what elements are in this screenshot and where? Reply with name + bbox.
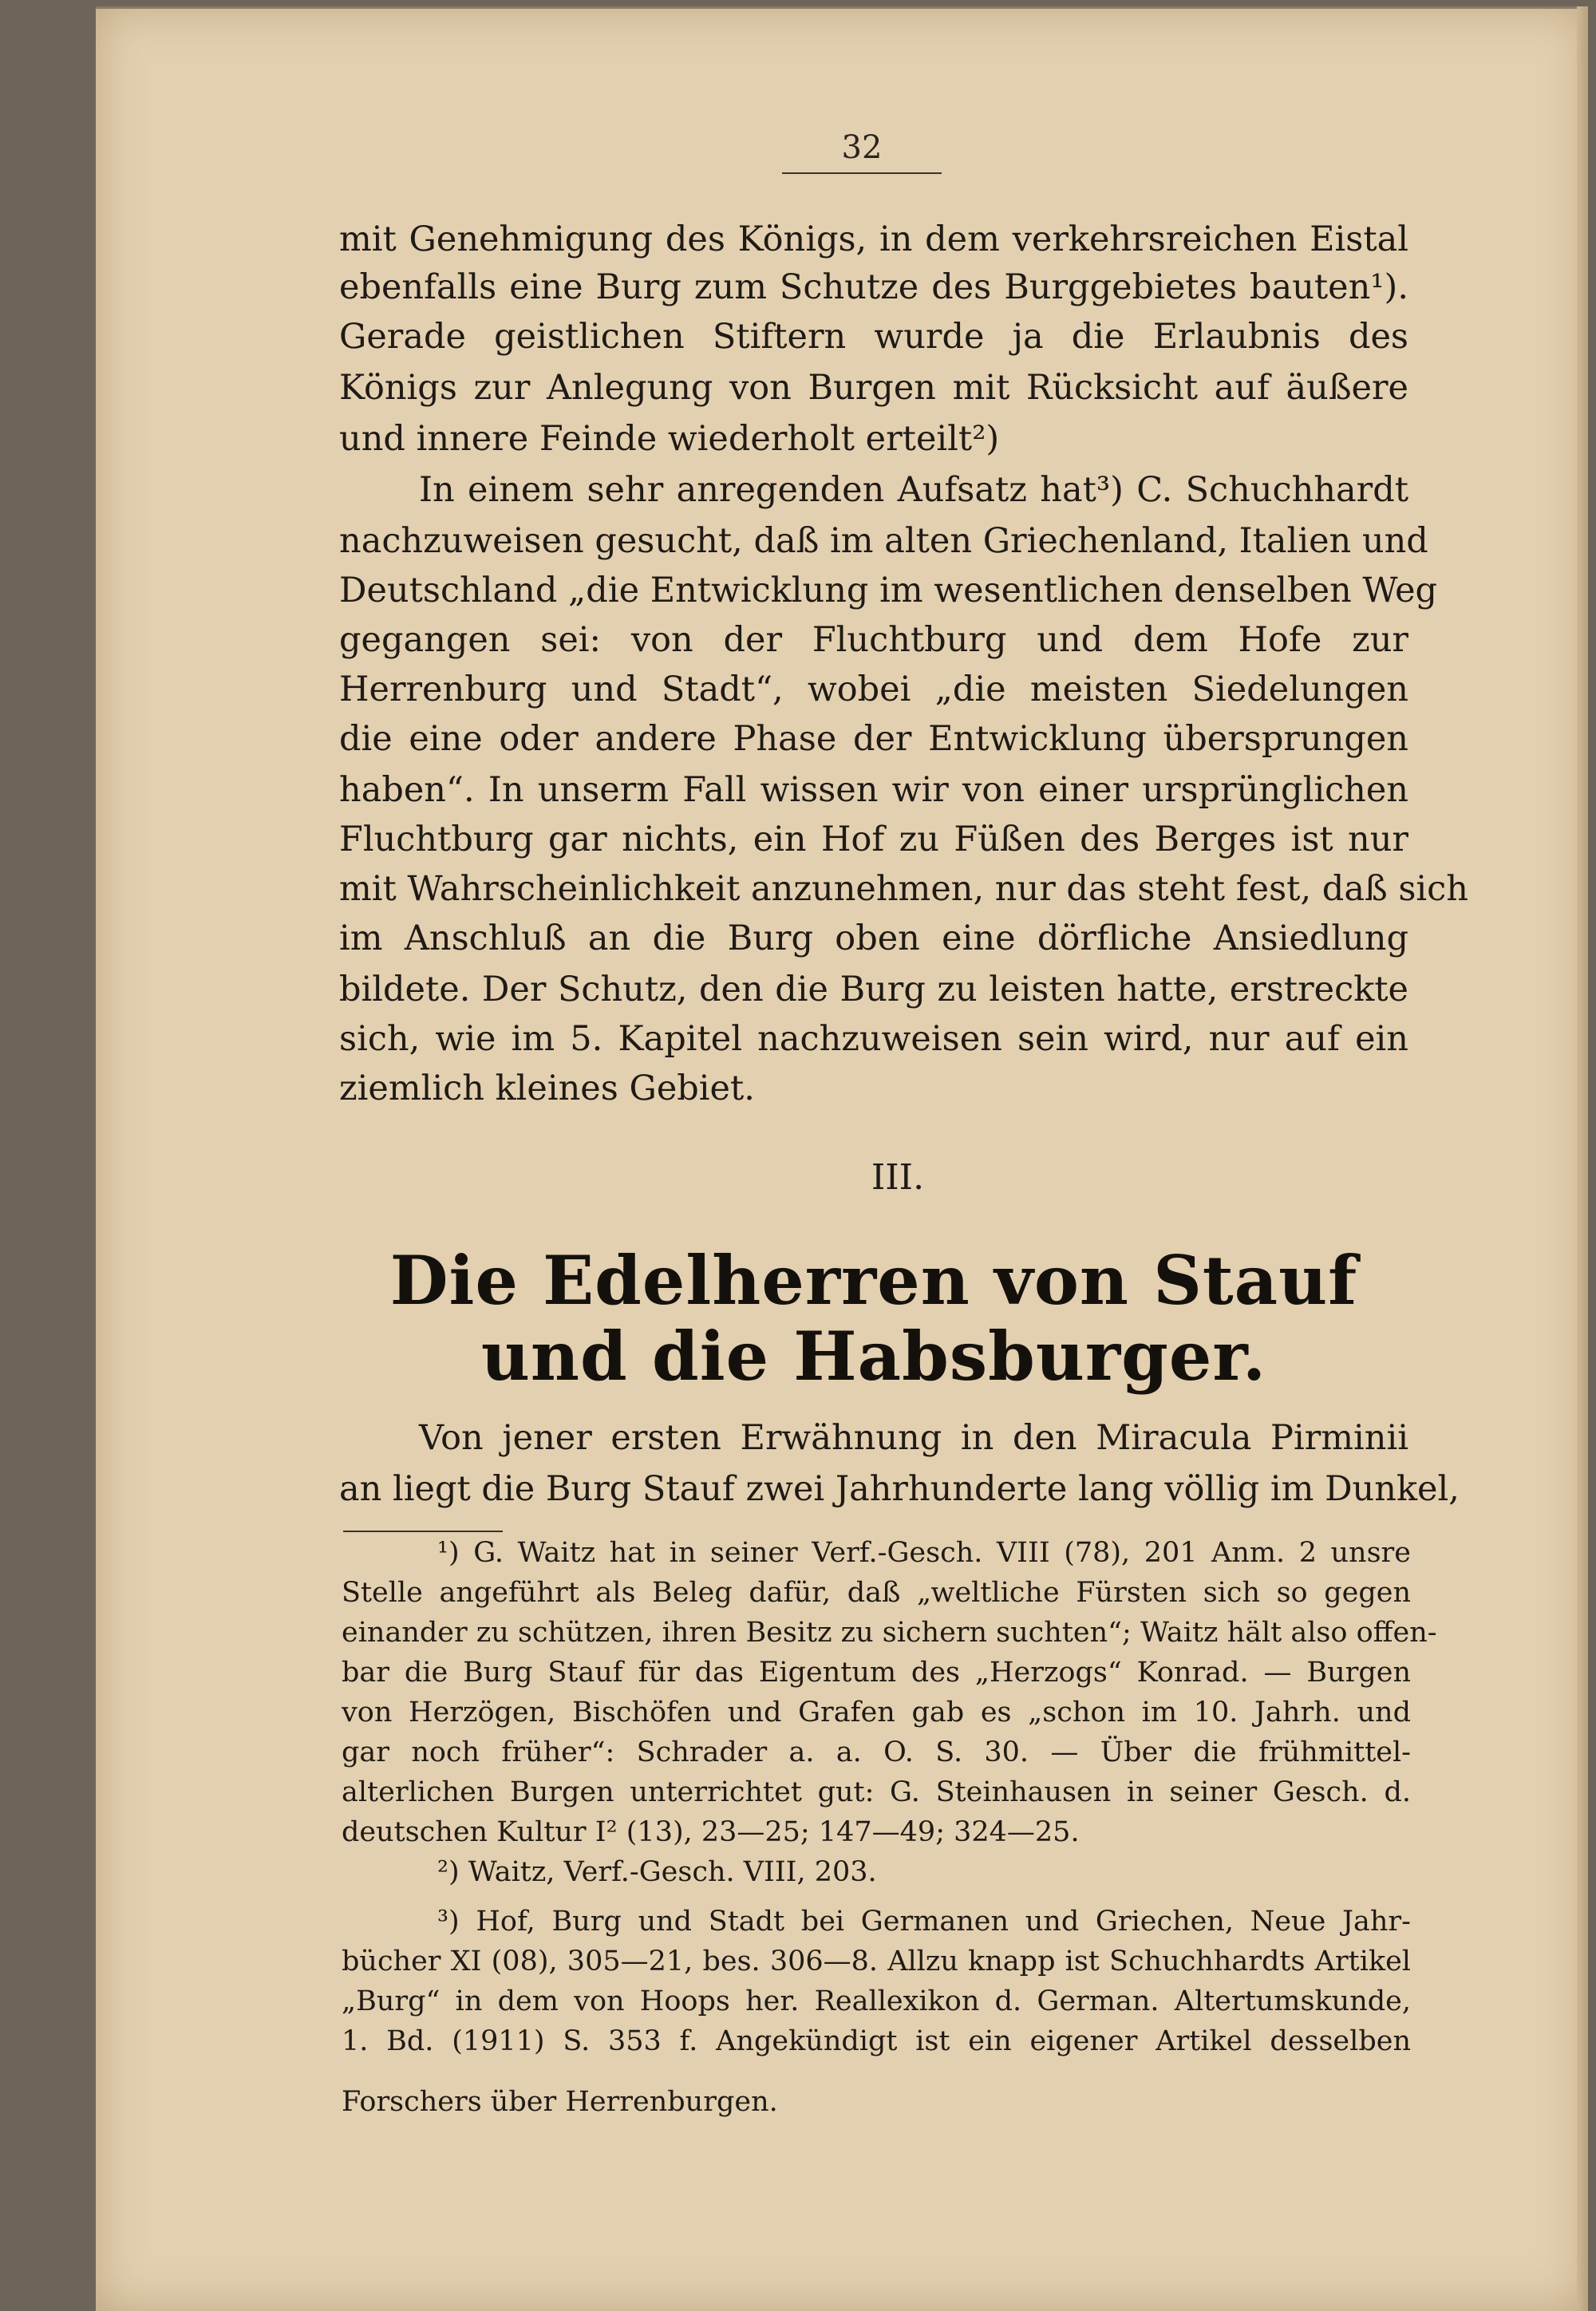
body-line: nachzuweisen gesucht, daß im alten Griechenland, Italien und (339, 521, 1428, 561)
footnote-rule (343, 1531, 503, 1532)
page-right-edge (1577, 6, 1588, 2311)
body-line: Fluchtburg gar nichts, ein Hof zu Füßen des Berges ist nur (339, 820, 1408, 859)
footnote-line: von Herzögen, Bischöfen und Grafen gab es „schon im 10. Jahrh. und (342, 1697, 1411, 1728)
body-line: Deutschland „die Entwicklung im wesentlichen denselben Weg (339, 571, 1438, 610)
section-number: III. (871, 1157, 925, 1198)
body-line: bildete. Der Schutz, den die Burg zu leisten hatte, erstreckte (339, 970, 1408, 1009)
footnote-line: deutschen Kultur I² (13), 23—25; 147—49; 324—25. (342, 1816, 1080, 1848)
body-line: die eine oder andere Phase der Entwicklung übersprungen (339, 719, 1408, 759)
body-line: mit Wahrscheinlichkeit anzunehmen, nur das steht fest, daß sich (339, 869, 1468, 909)
body-line: ebenfalls eine Burg zum Schutze des Burggebietes bauten¹). (339, 267, 1408, 307)
footnote-line: ³) Hof, Burg und Stadt bei Germanen und Griechen, Neue Jahr- (437, 1906, 1411, 1938)
body-line: ziemlich kleines Gebiet. (339, 1069, 755, 1108)
footnote-line: ²) Waitz, Verf.-Gesch. VIII, 203. (437, 1856, 877, 1888)
chapter-heading: und die Habsburger. (480, 1317, 1267, 1396)
body-line: Herrenburg und Stadt“, wobei „die meisten Siedelungen (339, 670, 1408, 709)
body-line: und innere Feinde wiederholt erteilt²) (339, 419, 1000, 459)
footnote-line: gar noch früher“: Schrader a. a. O. S. 30. — Über die frühmittel- (342, 1736, 1411, 1768)
footnote-line: einander zu schützen, ihren Besitz zu sichern suchten“; Waitz hält also offen- (342, 1617, 1437, 1649)
body-line: haben“. In unserm Fall wissen wir von einer ursprünglichen (339, 770, 1408, 810)
body-line: Königs zur Anlegung von Burgen mit Rücksicht auf äußere (339, 368, 1408, 408)
footnote-line: alterlichen Burgen unterrichtet gut: G. Steinhausen in seiner Gesch. d. (342, 1776, 1411, 1808)
footnote-line: 1. Bd. (1911) S. 353 f. Angekündigt ist ein eigener Artikel desselben (342, 2025, 1411, 2057)
body-line: sich, wie im 5. Kapitel nachzuweisen sein wird, nur auf ein (339, 1019, 1408, 1059)
footnote-line: „Burg“ in dem von Hoops her. Reallexikon d. German. Altertumskunde, (342, 1985, 1411, 2017)
page-edge (96, 6, 1588, 9)
footnote-line: bücher XI (08), 305—21, bes. 306—8. Allzu knapp ist Schuchhardts Artikel (342, 1946, 1411, 1977)
body-line: im Anschluß an die Burg oben eine dörfliche Ansiedlung (339, 918, 1408, 958)
body-line: Gerade geistlichen Stiftern wurde ja die Erlaubnis des (339, 317, 1408, 357)
footnote-line: Forschers über Herrenburgen. (342, 2086, 778, 2118)
footnote-line: Stelle angeführt als Beleg dafür, daß „weltliche Fürsten sich so gegen (342, 1577, 1411, 1609)
body-line: mit Genehmigung des Königs, in dem verkehrsreichen Eistal (339, 219, 1408, 259)
body-line: an liegt die Burg Stauf zwei Jahrhunderte lang völlig im Dunkel, (339, 1469, 1460, 1509)
page-number: 32 (841, 129, 883, 166)
body-line: In einem sehr anregenden Aufsatz hat³) C. Schuchhardt (419, 470, 1408, 510)
footnote-line: bar die Burg Stauf für das Eigentum des „Herzogs“ Konrad. — Burgen (342, 1657, 1411, 1689)
footnote-line: ¹) G. Waitz hat in seiner Verf.-Gesch. VIII (78), 201 Anm. 2 unsre (437, 1537, 1411, 1569)
body-line: Von jener ersten Erwähnung in den Miracula Pirminii (419, 1418, 1408, 1458)
body-line: gegangen sei: von der Fluchtburg und dem Hofe zur (339, 620, 1408, 660)
page-number-rule (782, 172, 942, 174)
chapter-heading: Die Edelherren von Stauf (389, 1241, 1358, 1320)
